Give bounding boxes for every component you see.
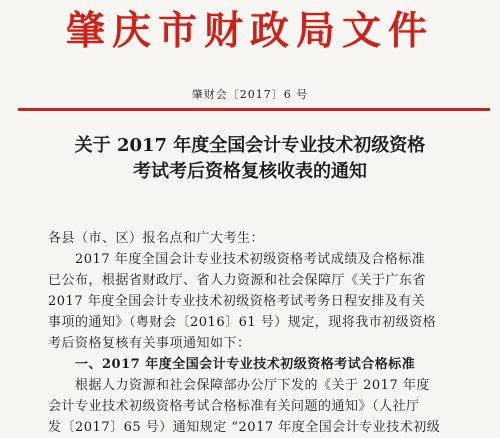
paragraph-line: 发〔2017〕65 号）通知规定 “2017 年度全国会计专业技术初级 bbox=[48, 420, 441, 435]
red-divider-line bbox=[18, 108, 490, 111]
paragraph-line: 事项的通知》（粤财会〔2016〕61 号）规定，现将我市初级资格 bbox=[48, 315, 437, 330]
paragraph-line: 考后资格复核有关事项通知如下： bbox=[48, 336, 251, 351]
paragraph-1 bbox=[48, 249, 468, 354]
paragraph-line: 根据人力资源和社会保障部办公厅下发的《关于 2017 年度 bbox=[48, 378, 430, 393]
paragraph-2 bbox=[48, 375, 468, 438]
paragraph-line: 2017 年度全国会计专业技术初级资格考试考务日程安排及有关 bbox=[48, 294, 426, 309]
paragraph-line: 2017 年度全国会计专业技术初级资格考试成绩及合格标准 bbox=[48, 252, 426, 267]
notice-title-line-1: 关于 2017 年度全国会计专业技术初级资格 bbox=[74, 135, 426, 156]
salutation: 各县（市、区）报名点和广大考生： bbox=[48, 231, 265, 246]
notice-title bbox=[0, 133, 500, 185]
section-1-heading: 一、2017 年度全国会计专业技术初级资格考试合格标准 bbox=[48, 357, 416, 372]
paragraph-line: 已公布，根据省财政厅、省人力资源和社会保障厅《关于广东省 bbox=[48, 273, 427, 288]
notice-title-line-2: 考试考后资格复核收表的通知 bbox=[133, 161, 367, 182]
paragraph-line: 会计专业技术初级资格考试合格标准有关问题的通知》（人社厅 bbox=[48, 399, 420, 414]
document-header-title: 肇庆市财政局文件 bbox=[65, 9, 434, 54]
document-number: 肇财会〔2017〕6 号 bbox=[191, 88, 309, 101]
